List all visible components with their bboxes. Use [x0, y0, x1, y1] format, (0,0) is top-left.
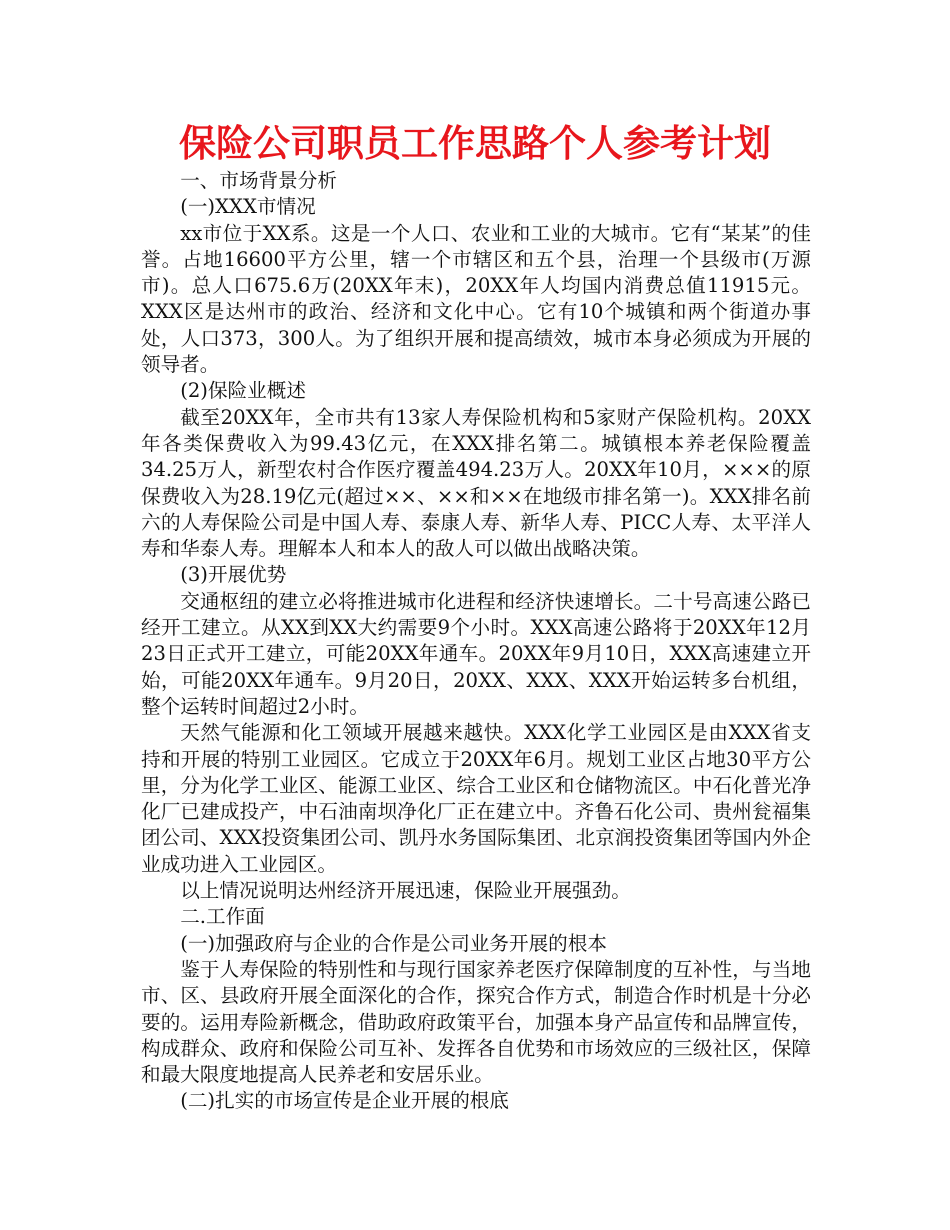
document-body [141, 168, 811, 1115]
subsection-heading: (二)扎实的市场宣传是企业开展的根底 [180, 1089, 509, 1113]
subsection-heading: (一)加强政府与企业的合作是公司业务开展的根本 [180, 931, 607, 955]
section-heading: 二.工作面 [180, 905, 265, 929]
body-paragraph: 天然气能源和化工领域开展越来越快。XXX化学工业园区是由XXX省支持和开展的特别工业园区。它成立于20XX年6月。规划工业区占地30平方公里，分为化学工业区、能源工业区、综合工业区和仓储物流区。中石化普光净化厂已建成投产，中石油南坝净化厂正在建立中。齐鲁石化公司、贵州瓮福集团公司、XXX投资集团公司、凯丹水务国际集团、北京润投资集团等国内外企业成功进入工业园区。 [141, 721, 811, 876]
body-paragraph: 以上情况说明达州经济开展迅速，保险业开展强劲。 [180, 879, 631, 903]
section-heading: 一、市场背景分析 [180, 169, 337, 192]
body-paragraph: xx市位于XX系。这是一个人口、农业和工业的大城市。它有“某某”的佳誉。占地16600平方公里，辖一个市辖区和五个县，治理一个县级市(万源市)。总人口675.6万(20XX年末)，20XX年人均国内消费总值11915元。XXX区是达州市的政治、经济和文化中心。它有10个城镇和两个街道办事处，人口373，300人。为了组织开展和提高绩效，城市本身必须成为开展的领导者。 [141, 221, 811, 377]
body-paragraph: 鉴于人寿保险的特别性和与现行国家养老医疗保障制度的互补性，与当地市、区、县政府开展全面深化的合作，探究合作方式，制造合作时机是十分必要的。运用寿险新概念，借助政府政策平台，加强本身产品宣传和品牌宣传，构成群众、政府和保险公司互补、发挥各自优势和市场效应的三级社区，保障和最大限度地提高人民养老和安居乐业。 [141, 957, 811, 1087]
body-paragraph: 截至20XX年，全市共有13家人寿保险机构和5家财产保险机构。20XX年各类保费收入为99.43亿元，在XXX排名第二。城镇根本养老保险覆盖34.25万人，新型农村合作医疗覆盖494.23万人。20XX年10月，×××的原保费收入为28.19亿元(超过××、××和××在地级市排名第一)。XXX排名前六的人寿保险公司是中国人寿、泰康人寿、新华人寿、PICC人寿、太平洋人寿和华泰人寿。理解本人和本人的敌人可以做出战略决策。 [141, 405, 811, 561]
document-title: 保险公司职员工作思路个人参考计划 [179, 122, 771, 165]
body-paragraph: 交通枢纽的建立必将推进城市化进程和经济快速增长。二十号高速公路已经开工建立。从XX到XX大约需要9个小时。XXX高速公路将于20XX年12月23日正式开工建立，可能20XX年通车。20XX年9月10日，XXX高速建立开始，可能20XX年通车。9月20日，20XX、XXX、XXX开始运转多台机组，整个运转时间超过2小时。 [141, 589, 811, 718]
subsection-heading: (3)开展优势 [180, 563, 287, 587]
subsection-heading: (2)保险业概述 [180, 379, 306, 403]
subsection-heading: (一)XXX市情况 [180, 195, 316, 219]
